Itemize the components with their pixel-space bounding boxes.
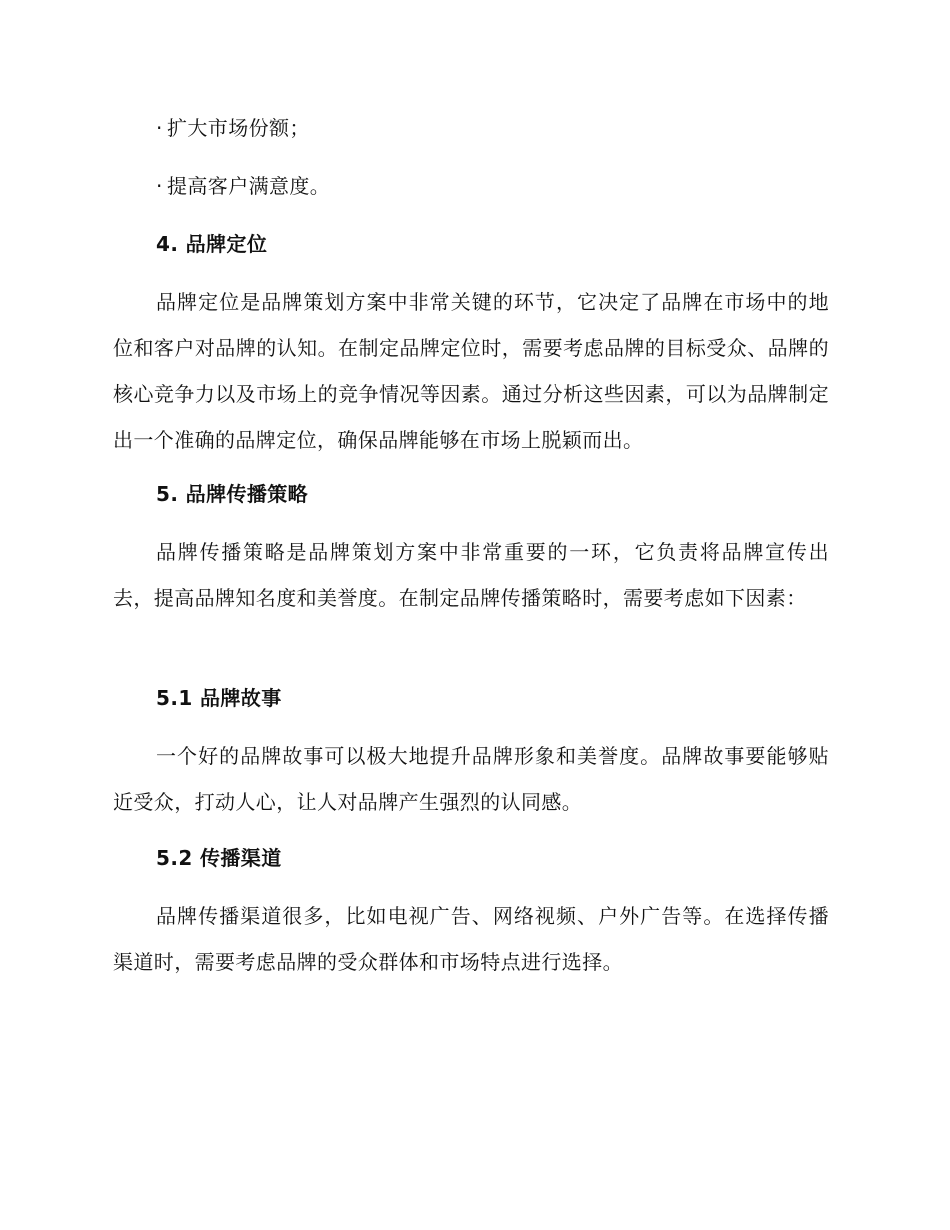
section-paragraph: 品牌传播策略是品牌策划方案中非常重要的一环，它负责将品牌宣传出去，提高品牌知名度和美誉度。在制定品牌传播策略时，需要考虑如下因素： xyxy=(113,540,829,610)
bullet-text: 扩大市场份额； xyxy=(167,116,310,140)
bullet-item xyxy=(156,163,872,209)
section-paragraph: 一个好的品牌故事可以极大地提升品牌形象和美誉度。品牌故事要能够贴近受众，打动人心，让人对品牌产生强烈的认同感。 xyxy=(113,744,829,814)
section-paragraph: 品牌传播渠道很多，比如电视广告、网络视频、户外广告等。在选择传播渠道时，需要考虑品牌的受众群体和市场特点进行选择。 xyxy=(113,904,829,974)
section-heading: 5. 品牌传播策略 xyxy=(156,482,309,506)
section-paragraph: 品牌定位是品牌策划方案中非常关键的环节，它决定了品牌在市场中的地位和客户对品牌的认知。在制定品牌定位时，需要考虑品牌的目标受众、品牌的核心竞争力以及市场上的竞争情况等因素。通过分析这些因素，可以为品牌制定出一个准确的品牌定位，确保品牌能够在市场上脱颖而出。 xyxy=(113,290,829,452)
section-heading: 4. 品牌定位 xyxy=(156,232,268,256)
bullet-marker: · xyxy=(156,116,163,140)
bullet-marker: · xyxy=(156,174,163,198)
section-heading: 5.2 传播渠道 xyxy=(156,846,282,870)
bullet-text: 提高客户满意度。 xyxy=(167,174,331,198)
bullet-item xyxy=(156,105,872,151)
section-heading: 5.1 品牌故事 xyxy=(156,686,282,710)
